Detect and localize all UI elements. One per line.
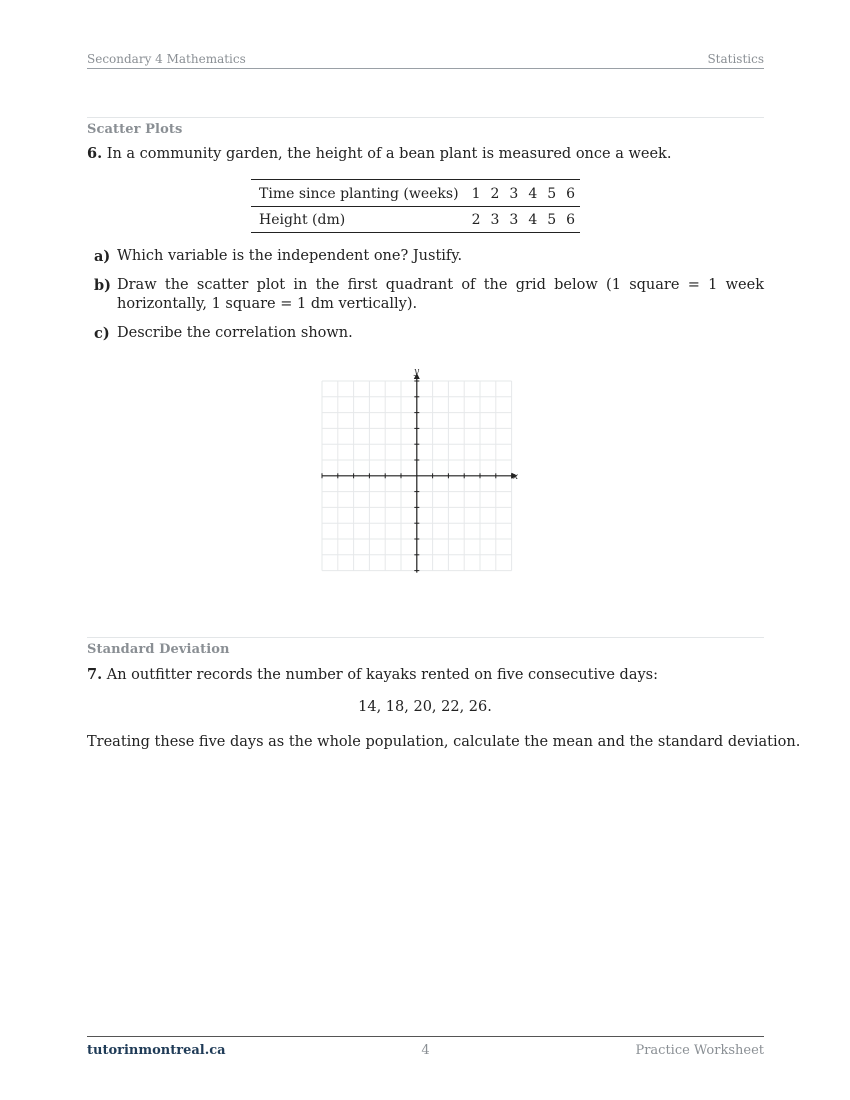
data-values: 14, 18, 20, 22, 26. [358, 699, 492, 715]
question-parts [87, 247, 764, 353]
table-cell: 5 [542, 180, 561, 207]
part-label: a) [94, 248, 111, 265]
table-cell: 2 [485, 180, 504, 207]
row-label: Time since planting (weeks) [251, 180, 467, 207]
table-cell: 4 [523, 180, 542, 207]
question-6 [87, 145, 671, 162]
table-row [251, 207, 580, 233]
y-axis-label: y [414, 367, 420, 377]
question-number: 6. [87, 145, 103, 162]
part-a [87, 247, 764, 266]
table-cell: 5 [542, 207, 561, 233]
instruction-text: Treating these five days as the whole population, calculate the mean and the standard deviation. [87, 734, 801, 750]
course-title: Secondary 4 Mathematics [87, 52, 246, 66]
section-title-stddev: Standard Deviation [87, 642, 230, 657]
website-link[interactable]: tutorinmontreal.ca [87, 1043, 226, 1058]
topic-title: Statistics [707, 52, 764, 66]
question-number: 7. [87, 666, 103, 683]
table-row [251, 180, 580, 207]
table-cell: 6 [561, 207, 580, 233]
row-label: Height (dm) [251, 207, 467, 233]
section-divider [87, 637, 764, 638]
table-cell: 3 [485, 207, 504, 233]
table-cell: 3 [504, 180, 523, 207]
coordinate-grid [310, 364, 540, 579]
part-text: Describe the correlation shown. [117, 325, 353, 341]
data-table [251, 179, 580, 233]
part-text: Draw the scatter plot in the first quadrant of the grid below (1 square = 1 week horizontally, 1 square = 1 dm vertically). [117, 277, 764, 312]
table-cell: 1 [467, 180, 486, 207]
question-7 [87, 666, 658, 683]
footer-label: Practice Worksheet [635, 1043, 764, 1058]
page-footer [87, 1036, 764, 1058]
x-axis-label: x [513, 472, 519, 482]
page-header [87, 50, 764, 69]
section-title-scatter: Scatter Plots [87, 122, 183, 137]
page-number: 4 [421, 1043, 430, 1058]
part-b [87, 276, 764, 314]
section-divider [87, 117, 764, 118]
question-text: In a community garden, the height of a bean plant is measured once a week. [106, 146, 672, 162]
part-c [87, 324, 764, 343]
table-cell: 4 [523, 207, 542, 233]
part-label: c) [94, 325, 110, 342]
table-cell: 3 [504, 207, 523, 233]
part-text: Which variable is the independent one? Justify. [117, 248, 463, 264]
table-cell: 6 [561, 180, 580, 207]
table-cell: 2 [467, 207, 486, 233]
axes [322, 373, 518, 573]
part-label: b) [94, 277, 111, 294]
question-text: An outfitter records the number of kayaks rented on five consecutive days: [106, 667, 658, 683]
